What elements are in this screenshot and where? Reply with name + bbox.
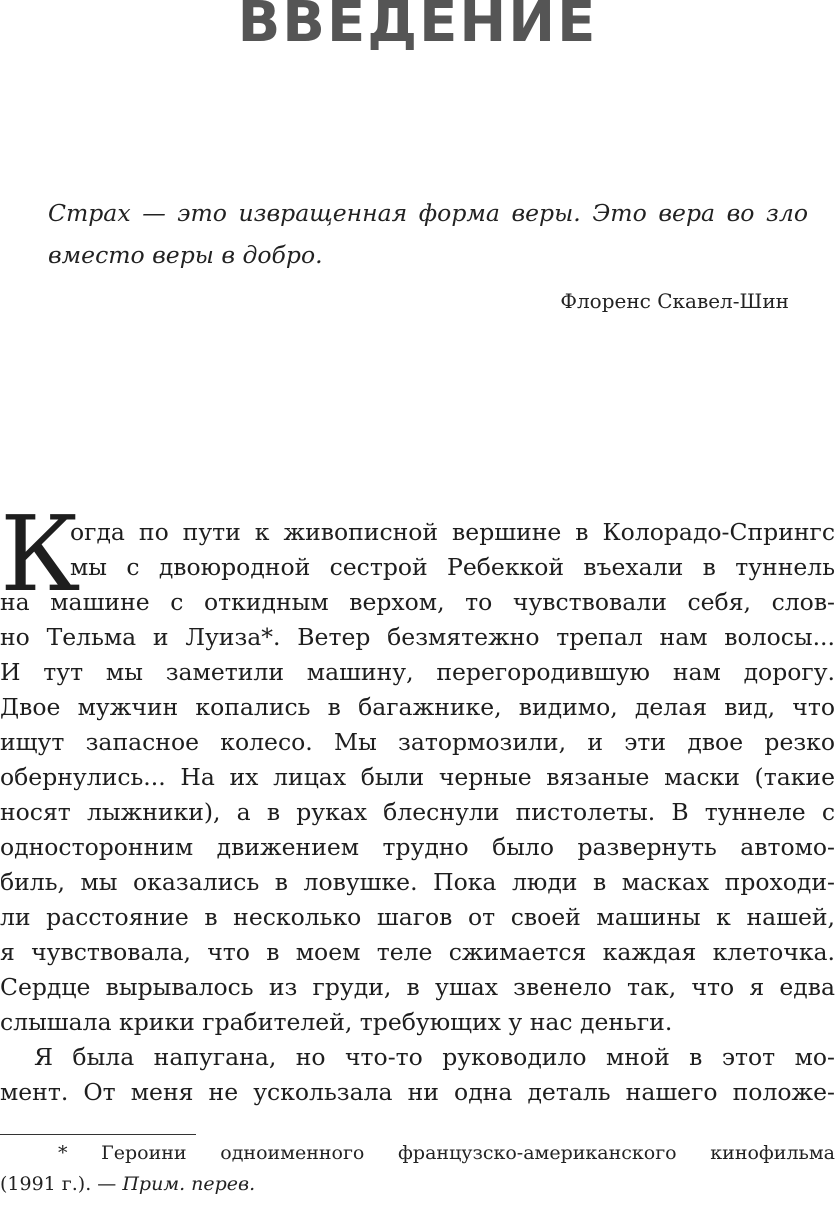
- body-text: [0, 493, 835, 1110]
- footnote: [0, 1138, 835, 1200]
- body-line: огда по пути к живописной вершине в Колорадо-Спрингс: [70, 518, 835, 546]
- body-line: носят лыжники), а в руках блеснули пистолеты. В туннеле с: [0, 798, 835, 826]
- body-line: мент. От меня не ускользала ни одна деталь нашего положе-: [0, 1078, 835, 1106]
- body-line: ли расстояние в несколько шагов от своей машины к нашей,: [0, 903, 835, 931]
- chapter-title: ВВЕДЕНИЕ: [237, 0, 598, 55]
- body-line: я чувствовала, что в моем теле сжимается каждая клеточка.: [0, 938, 835, 966]
- body-line: мы с двоюродной сестрой Ребеккой въехали в туннель: [70, 553, 835, 581]
- footnote-note: Прим. перев.: [122, 1173, 256, 1195]
- body-line: односторонним движением трудно было развернуть автомо-: [0, 833, 835, 861]
- body-line: Двое мужчин копались в багажнике, видимо, делая вид, что: [0, 693, 835, 721]
- body-line: слышала крики грабителей, требующих у нас деньги.: [0, 1008, 673, 1036]
- body-line: И тут мы заметили машину, перегородившую нам дорогу.: [0, 658, 835, 686]
- body-line: обернулись... На их лицах были черные вязаные маски (такие: [0, 763, 835, 791]
- body-line: Я была напугана, но что-то руководило мной в этот мо-: [34, 1043, 835, 1071]
- footnote-text: (1991 г.). —: [0, 1173, 123, 1195]
- epigraph-quote: [48, 192, 808, 276]
- body-line: биль, мы оказались в ловушке. Пока люди в масках проходи-: [0, 868, 835, 896]
- body-line: ищут запасное колесо. Мы затормозили, и эти двое резко: [0, 728, 835, 756]
- drop-cap: К: [0, 493, 81, 615]
- body-line: на машине с откидным верхом, то чувствовали себя, слов-: [0, 588, 835, 616]
- epigraph-line: вместо веры в добро.: [48, 241, 323, 269]
- body-line: Сердце вырывалось из груди, в ушах звенело так, что я едва: [0, 973, 835, 1001]
- epigraph-line: Страх — это извращенная форма веры. Это вера во зло: [48, 199, 808, 227]
- epigraph-author: Флоренс Скавел-Шин: [560, 289, 789, 313]
- body-line: но Тельма и Луиза*. Ветер безмятежно трепал нам волосы...: [0, 623, 835, 651]
- footnote-divider: [0, 1134, 196, 1135]
- footnote-line: * Героини одноименного французско-американского кинофильма: [58, 1142, 835, 1164]
- footnote-line: [0, 1169, 835, 1200]
